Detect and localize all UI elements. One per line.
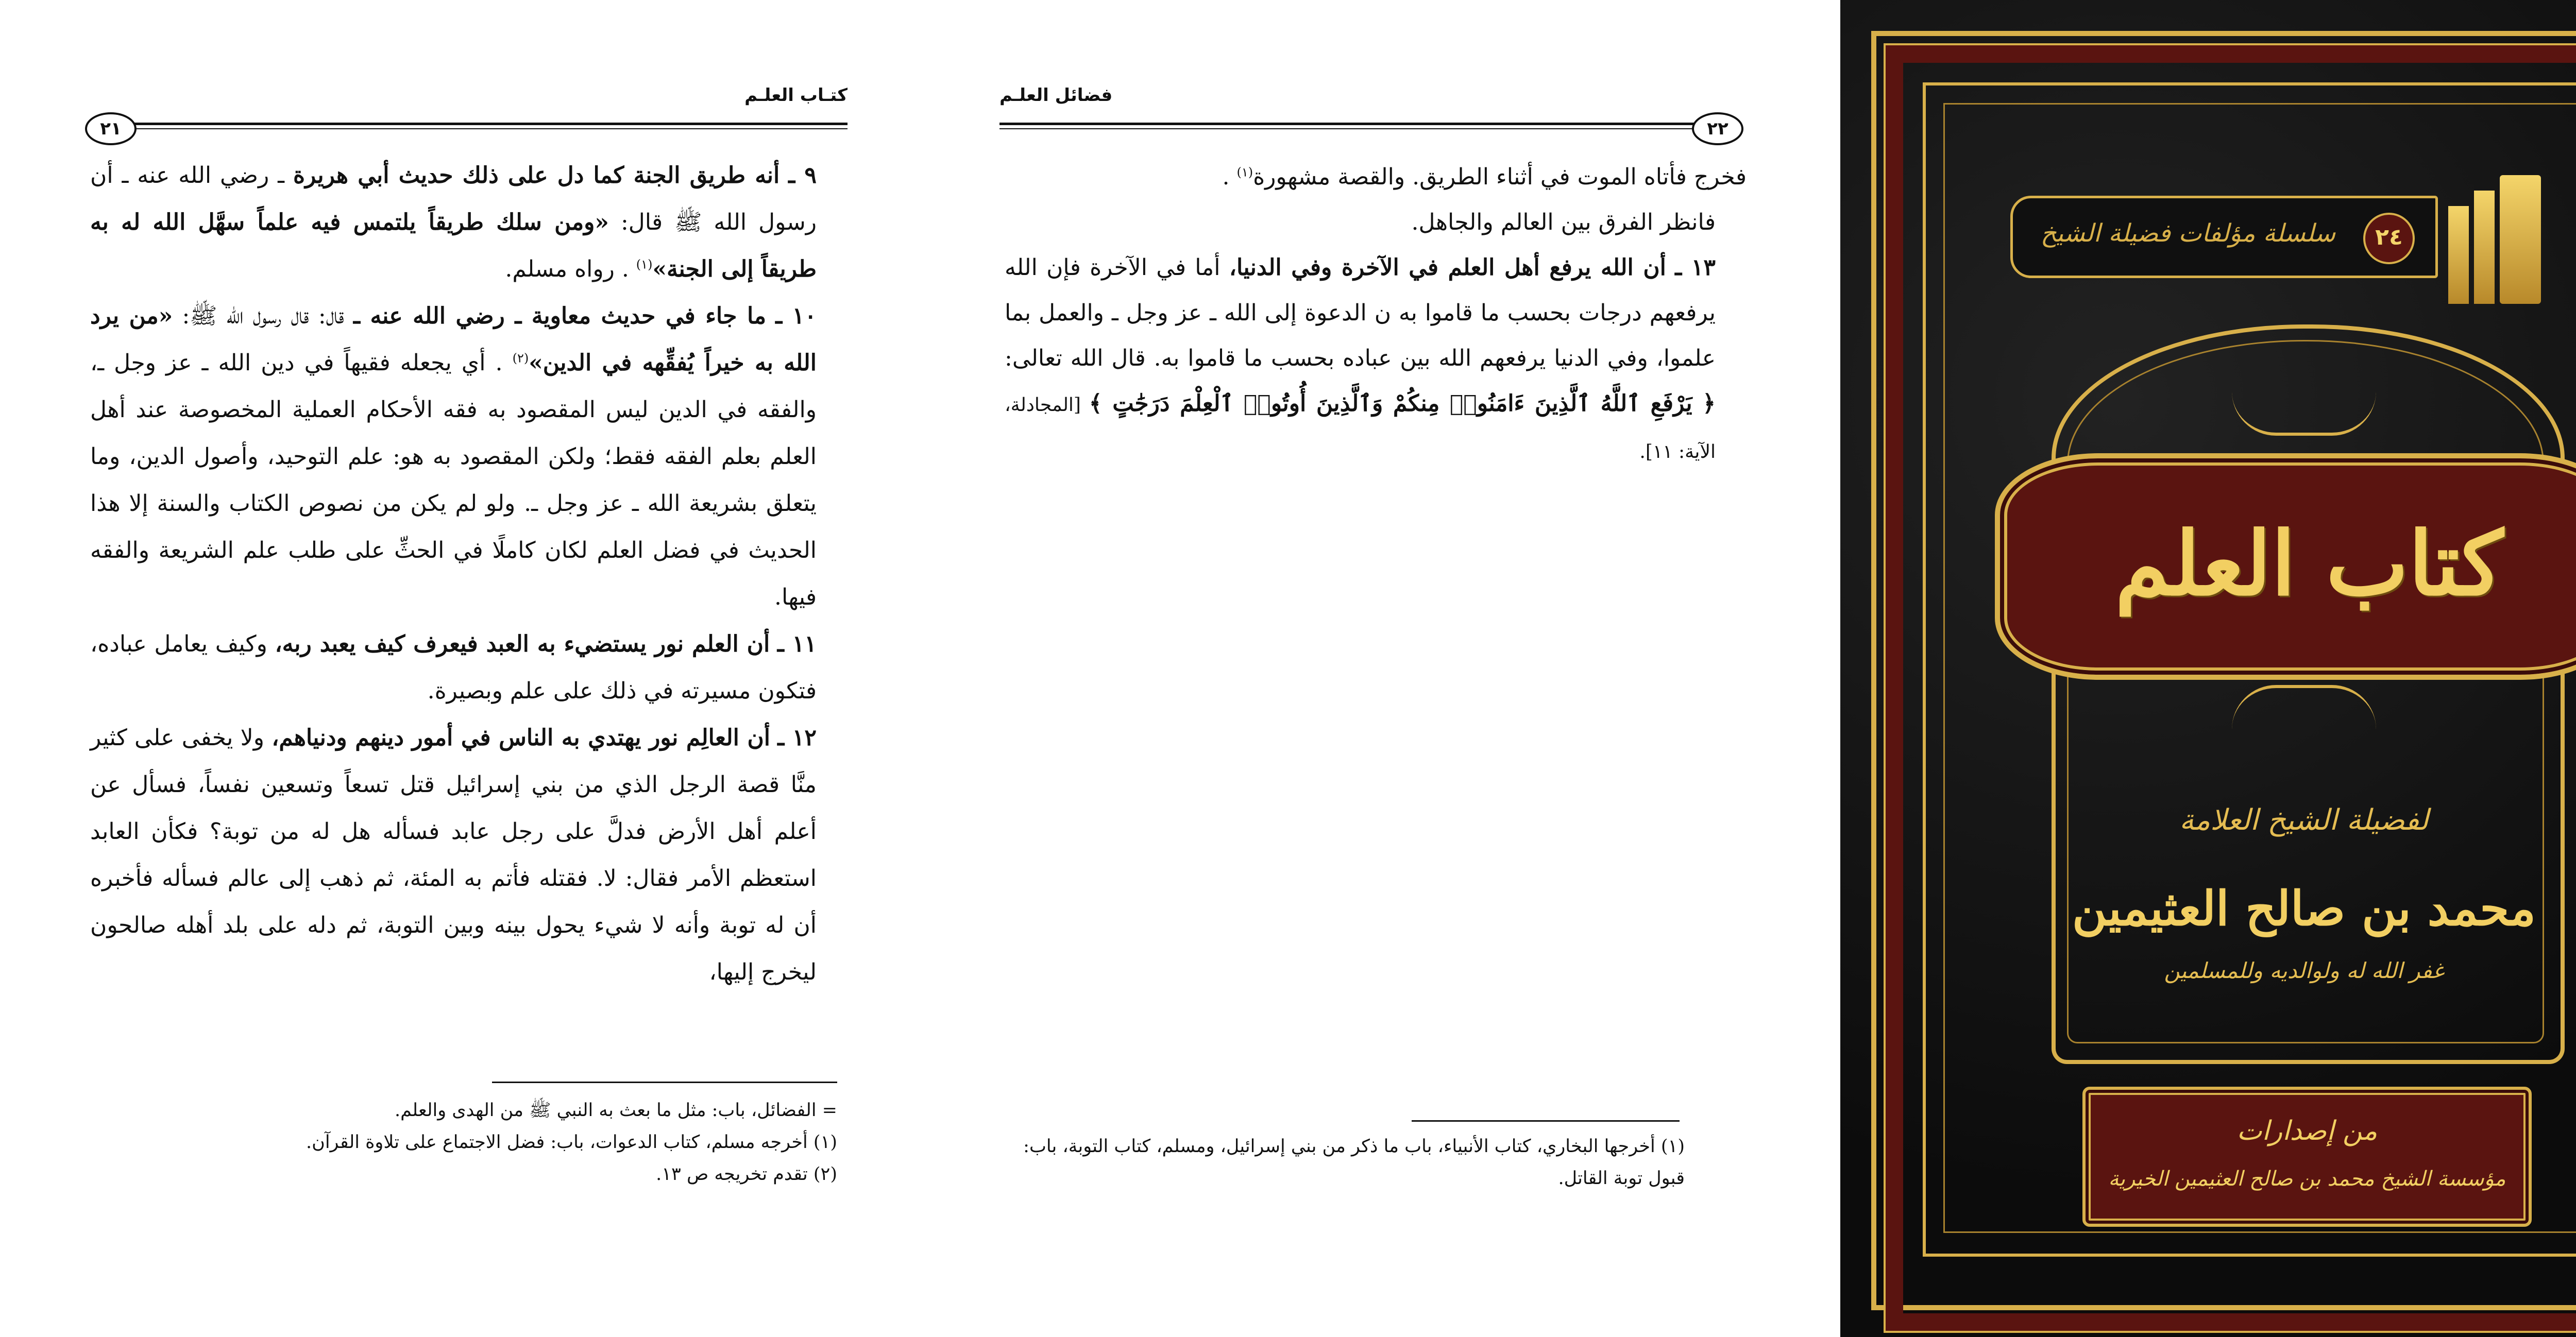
author-prayer: غفر الله له ولوالديه وللمسلمين [2164,958,2444,983]
text-line: فانظر الفرق بين العالم والجاهل. [1411,209,1716,235]
book-title: كتاب العلم [2115,512,2503,615]
publisher-name: مؤسسة الشيخ محمد بن صالح العثيمين الخيرية [2108,1167,2506,1191]
main-text [90,152,848,996]
hadith-quote: «من يرد الله به خيراً يُفقِّهه في الدين» [90,303,817,376]
publisher-plaque [2082,1087,2532,1227]
footnote: (١) أخرجه مسلم، كتاب الدعوات، باب: فضل الاجتماع على تلاوة القرآن. [306,1132,837,1153]
main-text [1005,155,1747,475]
paragraph-13 [1005,245,1747,475]
hadith-quote: «ومن سلك طريقاً يلتمس فيه علماً سهَّل الله له به طريقاً إلى الجنة» [90,209,817,282]
footnote: = الفضائل، باب: مثل ما بعث به النبي ﷺ من الهدى والعلم. [394,1100,837,1121]
item-number: ٩ ـ [788,162,817,188]
item-text: أما في الآخرة فإن الله يرفعهم درجات بحسب ما قاموا به ن الدعوة إلى الله ـ عز وجل ـ والعمل بما علموا، وفي الدنيا يرفعهم الله بين عباده بحسب ما قاموا به. قال الله تعالى: [1005,254,1716,371]
footnote: (٢) تقدم تخريجه ص ١٣. [656,1164,837,1185]
item-heading: أن الله يرفع أهل العلم في الآخرة وفي الدنيا، [1229,254,1666,281]
footnote-mark: (٢) [512,351,529,366]
series-number-badge [2363,213,2415,264]
item-text: . أي يجعله فقيهاً في دين الله ـ عز وجل ـ، والفقه في الدين ليس المقصود به فقه الأحكام العملية المخصوصة عند أهل العلم بعلم الفقه فقط؛ ولكن المقصود به هو: علم التوحيد، وأصول الدين، وما يتعلق بشريعة الله ـ عز وجل ـ. ولو لم يكن من نصوص الكتاب والسنة إلا هذا الحديث في فضل العلم لكان كاملًا في الحثِّ على طلب علم الشريعة والفقه فيها. [90,350,817,610]
book-cover [1840,0,2576,1337]
footnotes [1005,1130,1685,1194]
stacked-books-icon [2448,170,2551,304]
item-text: قال: قال رسول الله ﷺ: [173,303,354,329]
footnote: (١) أخرجها البخاري، كتاب الأنبياء، باب ما ذكر من بني إسرائيل، ومسلم، كتاب التوبة، باب: قبول توبة القاتل. [1023,1136,1685,1189]
item-number: ١٠ ـ [775,303,817,329]
item-heading: أن العالِم نور يهتدي به الناس في أمور دينهم ودنياهم، [272,725,770,751]
footnote-rule [492,1082,837,1083]
author-intro: لفضيلة الشيخ العلامة [2179,803,2429,837]
item-heading: أن العلم نور يستضيء به العبد فيعرف كيف يعبد ربه، [275,631,770,657]
item-text: . رواه مسلم. [505,256,636,282]
page-number: ٢٢ [1692,112,1743,145]
series-number: ٢٤ [2375,224,2403,250]
header-rule [999,123,1731,125]
footnote-mark: (١) [636,257,653,272]
header-rule [118,123,848,125]
item-text: وكيف يعامل عباده، فتكون مسيرته في ذلك على علم وبصيرة. [90,631,817,704]
footnote-mark: (١) [1236,165,1253,180]
item-heading: ما جاء في حديث معاوية ـ رضي الله عنه ـ [353,303,767,329]
paragraph-11 [90,621,848,714]
running-head: فضائل العلـم [999,85,1113,106]
series-label: سلسلة مؤلفات فضيلة الشيخ [2040,219,2336,248]
series-banner [2010,196,2438,278]
verse-reference: [المجادلة، الآية: ١١]. [1005,395,1716,462]
publisher-intro: من إصدارات [2236,1116,2378,1146]
page-22 [958,0,1834,1337]
quran-verse: ﴿ يَرْفَعِ ٱللَّهُ ٱلَّذِينَ ءَامَنُوا۟ مِنكُمْ وَٱلَّذِينَ أُوتُوا۟ ٱلْعِلْمَ دَرَجَٰتٍ ﴾ [1089,390,1716,417]
item-text: ولا يخفى على كثير منَّا قصة الرجل الذي من بني إسرائيل قتل تسعاً وتسعين نفساً، فسأل عن أعلم أهل الأرض فدلَّ على رجل عابد فسأله هل له من توبة؟ فكأن العابد استعظم الأمر فقال: لا. فقتله فأتم به المئة، ثم ذهب إلى عالم فسأله فأخبره أن له توبة وأنه لا شيء يحول بينه وبين التوبة، ثم دله على بلد أهله صالحون ليخرج إليها، [90,725,817,985]
item-number: ١١ ـ [777,631,817,657]
page-21 [0,0,958,1337]
item-number: ١٣ ـ [1675,254,1716,281]
title-plaque [1995,453,2576,680]
page-number: ٢١ [85,112,137,145]
author-name: محمد بن صالح العثيمين [2072,881,2536,936]
paragraph-9 [90,152,848,293]
running-head: كتـاب العلـم [744,85,848,106]
ornament-top [2232,391,2376,436]
item-heading: أنه طريق الجنة كما دل على ذلك حديث أبي هريرة [293,162,780,188]
item-number: ١٢ ـ [777,725,817,751]
ornament-bottom [2232,685,2376,729]
item-text: ـ رضي الله عنه ـ أن رسول الله ﷺ قال: [90,162,817,235]
paragraph-10 [90,293,848,621]
paragraph-12 [90,714,848,996]
footnote-rule [1412,1120,1680,1122]
text-line: فخرج فأتاه الموت في أثناء الطريق. والقصة مشهورة$^{(١)}$ . [1222,164,1747,190]
footnotes [90,1094,837,1190]
